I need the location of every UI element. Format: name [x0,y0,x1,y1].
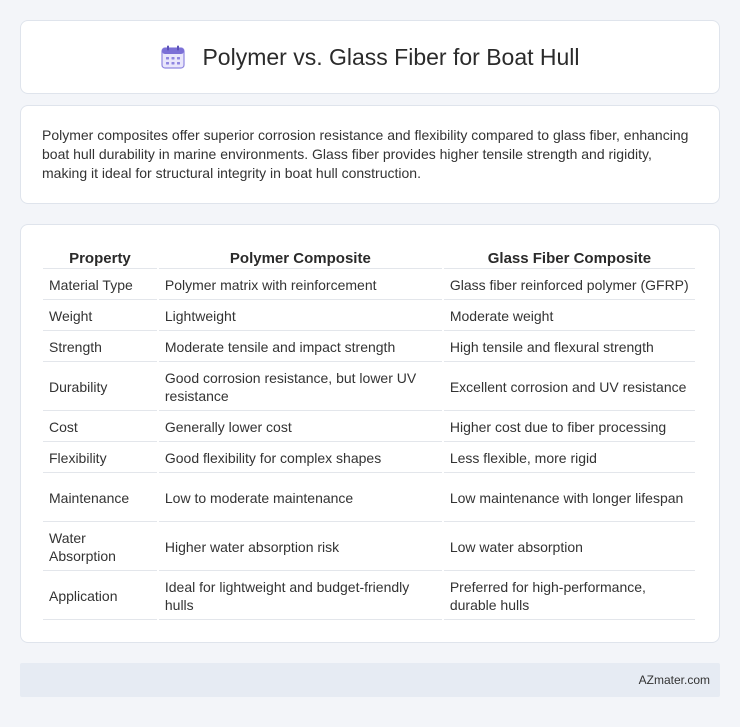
table-row [43,271,695,300]
column-header-glass-fiber: Glass Fiber Composite [444,247,695,269]
polymer-cell: Low to moderate maintenance [159,475,442,522]
table-row [43,444,695,473]
table-row [43,302,695,331]
polymer-cell: Good flexibility for complex shapes [159,444,442,473]
property-cell: Strength [43,333,157,362]
property-cell: Maintenance [43,475,157,522]
property-cell: Weight [43,302,157,331]
table-row [43,475,695,522]
polymer-cell: Generally lower cost [159,413,442,442]
property-cell: Durability [43,364,157,411]
column-header-property: Property [43,247,157,269]
glass-fiber-cell: Higher cost due to fiber processing [444,413,695,442]
calendar-icon [160,44,186,70]
title-card [20,20,720,94]
glass-fiber-cell: Low maintenance with longer lifespan [444,475,695,522]
table-row [43,333,695,362]
intro-card [20,105,720,204]
polymer-cell: Polymer matrix with reinforcement [159,271,442,300]
footer-site-name: AZmater.com [638,673,710,687]
comparison-card [20,224,720,643]
title-wrap [160,44,579,71]
property-cell: Application [43,573,157,620]
property-cell: Flexibility [43,444,157,473]
property-cell: Water Absorption [43,524,157,571]
table-row [43,364,695,411]
glass-fiber-cell: Preferred for high-performance, durable hulls [444,573,695,620]
comparison-table [41,245,697,622]
glass-fiber-cell: Excellent corrosion and UV resistance [444,364,695,411]
glass-fiber-cell: Moderate weight [444,302,695,331]
polymer-cell: Higher water absorption risk [159,524,442,571]
polymer-cell: Ideal for lightweight and budget-friendly hulls [159,573,442,620]
polymer-cell: Good corrosion resistance, but lower UV resistance [159,364,442,411]
table-row [43,413,695,442]
intro-paragraph: Polymer composites offer superior corrosion resistance and flexibility compared to glass fiber, enhancing boat hull durability in marine environments. Glass fiber provides higher tensile strength and rigidity, making it ideal for structural integrity in boat hull construction. [42,127,689,181]
page-title: Polymer vs. Glass Fiber for Boat Hull [202,43,580,70]
polymer-cell: Moderate tensile and impact strength [159,333,442,362]
property-cell: Cost [43,413,157,442]
table-header-row [43,247,695,269]
property-cell: Material Type [43,271,157,300]
glass-fiber-cell: Low water absorption [444,524,695,571]
glass-fiber-cell: Glass fiber reinforced polymer (GFRP) [444,271,695,300]
glass-fiber-cell: Less flexible, more rigid [444,444,695,473]
footer-bar [20,663,720,697]
column-header-polymer: Polymer Composite [159,247,442,269]
glass-fiber-cell: High tensile and flexural strength [444,333,695,362]
polymer-cell: Lightweight [159,302,442,331]
table-row [43,573,695,620]
table-row [43,524,695,571]
